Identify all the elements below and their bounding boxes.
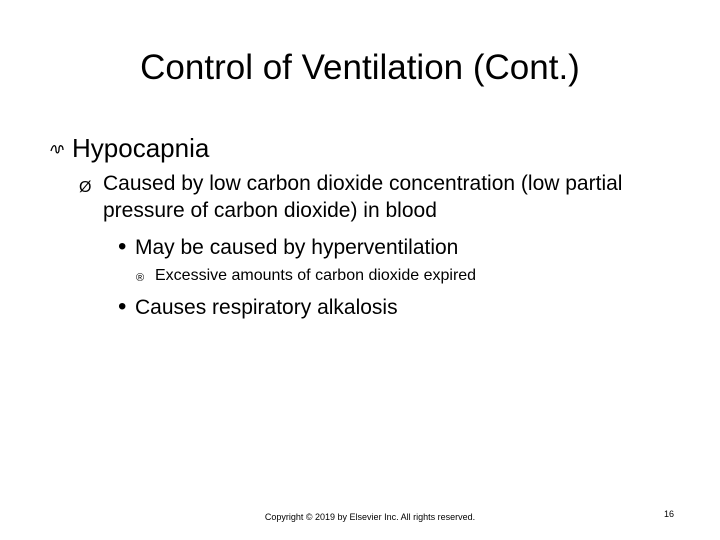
bullet-level3-text: Causes respiratory alkalosis [135,296,398,319]
page-number: 16 [664,509,675,519]
dot-bullet-icon: • [118,293,127,320]
dot-bullet-icon: • [118,233,127,260]
arrow-bullet-icon: Ø [79,179,92,196]
registered-bullet-icon: ® [136,272,145,284]
slide-title: Control of Ventilation (Cont.) [140,48,580,87]
copyright-footer: Copyright © 2019 by Elsevier Inc. All rights reserved. [264,512,476,522]
bullet-level2-text: Caused by low carbon dioxide concentration (low partial pressure of carbon dioxide) in blood [103,172,623,222]
bullet-level4-text: Excessive amounts of carbon dioxide expired [155,267,477,284]
bullet-level1-text: Hypocapnia [72,133,210,163]
decorative-bullet-icon [50,141,64,155]
bullet-level3-text: May be caused by hyperventilation [135,236,459,259]
